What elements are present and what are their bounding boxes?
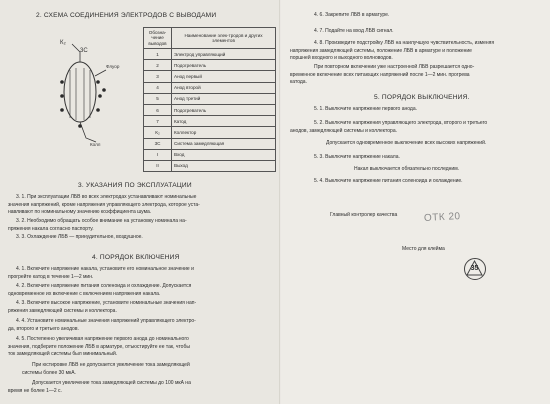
table-row <box>144 71 276 82</box>
table-row <box>144 149 276 160</box>
otk-stamp-text: ОТК 20 <box>423 211 461 224</box>
text-line: одновременное их включение с включением напряжения накала. <box>8 290 161 297</box>
page-fold <box>279 0 281 404</box>
pin-dot <box>60 80 64 84</box>
pin-dot <box>60 94 64 98</box>
row-code: 3С <box>144 138 172 149</box>
text-line: При повторном включении уже настроенной ЛБВ разрешается одно- <box>314 64 475 70</box>
table-row <box>144 82 276 93</box>
text-line: катода. <box>290 79 307 86</box>
para-5-3-note <box>290 166 459 174</box>
text-line: 4. 5. Постепенно увеличивая напряжение первого анода до номинального <box>16 336 189 342</box>
section2-title: 2. СХЕМА СОЕДИНЕНИЯ ЭЛЕКТРОДОВ С ВЫВОДАМИ <box>36 12 217 19</box>
para-4-2 <box>8 283 191 298</box>
electrode-table <box>143 27 276 172</box>
text-line: 4. 3. Включите высокое напряжение, установите номинальные значения нап- <box>16 300 197 306</box>
table-row <box>144 49 276 60</box>
row-name: Выход <box>172 160 276 171</box>
para-4-9 <box>290 64 474 87</box>
pin-dot <box>96 80 100 84</box>
table-row <box>144 160 276 171</box>
text-line: Главный контролер качества <box>330 212 398 218</box>
row-code: 3 <box>144 71 172 82</box>
row-code: 2 <box>144 60 172 71</box>
row-code: II <box>144 160 172 171</box>
text-line: значения, подберите положение ЛБВ в арматуре, отъюстируйте ее так, чтобы <box>8 343 190 350</box>
table-row <box>144 104 276 115</box>
row-name: Подогреватель <box>172 60 276 71</box>
label-kol: Колл <box>90 142 101 147</box>
para-4-8 <box>290 40 494 63</box>
row-code: К₂ <box>144 127 172 138</box>
para-5-4 <box>290 178 463 186</box>
text-line: пряжения накала согласно паспорту. <box>8 225 94 232</box>
pin-dot <box>60 108 64 112</box>
text-line: Накал выключается обязательно последним. <box>354 166 460 172</box>
tube-side-lead <box>95 70 106 76</box>
para-3-2 <box>8 218 187 233</box>
para-5-2 <box>290 120 487 135</box>
text-line: 4. 1. Включите напряжение накала, установите его номинальное значение и <box>16 266 194 272</box>
text-line: 5. 3. Выключите напряжение накала. <box>314 154 400 160</box>
text-line: ряжения замедляющей системы и коллектора. <box>8 307 117 314</box>
col-header-designation: Обозна-чение выводов <box>144 28 172 49</box>
tube-top-lead <box>72 44 80 62</box>
section4-title: 4. ПОРЯДОК ВКЛЮЧЕНИЯ <box>92 254 180 261</box>
label-3s: 3С <box>80 48 88 54</box>
para-4-5 <box>8 336 190 359</box>
text-line: время не более 1—2 с. <box>8 387 62 394</box>
text-line: да, второго и третьего анодов. <box>8 325 79 332</box>
text-line: 4. 2. Включите напряжение питания соленоида и охлаждение. Допускается <box>16 283 192 289</box>
text-line: 4. 7. Подайте на вход ЛБВ сигнал. <box>314 28 394 34</box>
para-5-1 <box>290 106 417 114</box>
text-line: Место для клейма <box>402 246 445 252</box>
para-4-3 <box>8 300 196 315</box>
row-name: Катод <box>172 116 276 127</box>
text-line: системы более 30 мкА. <box>22 369 76 376</box>
text-line: поршней входного и выходного волноводов. <box>290 55 393 62</box>
inspection-stamp <box>464 258 486 280</box>
table-row <box>144 138 276 149</box>
row-name: Анод третий <box>172 93 276 104</box>
row-code: 6 <box>144 104 172 115</box>
row-code: 7 <box>144 116 172 127</box>
pin-dot <box>96 108 100 112</box>
row-code: 5 <box>144 93 172 104</box>
text-line: 4. 4. Установите номинальные значения напряжений управляющего электро- <box>16 318 196 324</box>
pin-dot <box>102 88 106 92</box>
tube-pinout-diagram <box>40 30 140 150</box>
text-line: 3. 1. При эксплуатации ЛБВ во всех электродах устанавливают номинальные <box>16 194 197 200</box>
quality-controller <box>330 212 397 220</box>
row-code: 4 <box>144 82 172 93</box>
para-5-2-note <box>290 140 486 148</box>
text-line: напряжения замедляющей системы, положение ЛБВ в арматуре и положение <box>290 47 472 54</box>
table-row <box>144 116 276 127</box>
tube-bulb <box>64 62 96 122</box>
para-3-1 <box>8 194 200 217</box>
section3-title: 3. УКАЗАНИЯ ПО ЭКСПЛУАТАЦИИ <box>78 182 192 189</box>
text-line: 4. 6. Закрепите ЛБВ в арматуре. <box>314 12 390 18</box>
text-line: 5. 1. Выключите напряжение первого анода. <box>314 106 418 112</box>
para-5-3 <box>290 154 400 162</box>
text-line: временное включение всех питающих напряжений после 1—2 мин. прогрева <box>290 71 470 78</box>
para-4-6 <box>290 12 389 20</box>
para-4-4 <box>8 318 196 333</box>
text-line: 5. 4. Выключите напряжение питания соленоида и охлаждение. <box>314 178 463 184</box>
text-line: навливают по номинальному значению коэффициента шума. <box>8 209 152 216</box>
pin-dot <box>98 94 102 98</box>
text-line: ток замедляющей системы был минимальный. <box>8 351 118 358</box>
para-3-3 <box>8 234 143 242</box>
text-line: 3. 2. Необходимо обращать особое внимание на установку номинала на- <box>16 218 187 224</box>
pin-dot <box>78 124 82 128</box>
text-line: значения напряжений, кроме напряжения управляющего электрода, которое уста- <box>8 201 200 208</box>
table-row <box>144 93 276 104</box>
text-line: 3. 3. Охлаждение ЛБВ — принудительное, воздушное. <box>16 234 143 240</box>
text-line: 5. 2. Выключите напряжения управляющего электрода, второго и третьего <box>314 120 488 126</box>
tube-output-lead <box>80 122 96 142</box>
row-code: I <box>144 149 172 160</box>
text-line: анодов, замедляющей системы и коллектора. <box>290 127 397 134</box>
row-name: Коллектор <box>172 127 276 138</box>
label-fluor: Флуор <box>106 64 120 69</box>
text-line: 4. 8. Произведите подстройку ЛБВ на наилучшую чувствительность, изменяя <box>314 40 495 46</box>
row-name: Электрод управляющий <box>172 49 276 60</box>
label-k2: К₂ <box>60 40 66 46</box>
section5-title: 5. ПОРЯДОК ВЫКЛЮЧЕНИЯ. <box>374 94 470 101</box>
para-4-7 <box>290 28 394 36</box>
text-line: При юстировке ЛБВ не допускается увеличение тока замедляющей <box>32 362 190 368</box>
row-name: Анод второй <box>172 82 276 93</box>
row-name: Анод первый <box>172 71 276 82</box>
para-4-1 <box>8 266 194 281</box>
para-4-5-note <box>8 362 190 377</box>
text-line: Допускается увеличение тока замедляющей системы до 100 мкА на <box>32 380 191 386</box>
col-header-name: Наименование элек-тродов и других элементов <box>172 28 276 49</box>
row-name: Вход <box>172 149 276 160</box>
stamp-number: 35 <box>470 265 479 272</box>
para-4-5-note2 <box>8 380 191 395</box>
row-name: Система замедляющая <box>172 138 276 149</box>
table-row <box>144 127 276 138</box>
text-line: Допускается одновременное выключение всех высоких напряжений. <box>326 140 487 146</box>
row-code: 1 <box>144 49 172 60</box>
table-row <box>144 60 276 71</box>
stamp-place-label <box>402 246 445 254</box>
row-name: Подогреватель <box>172 104 276 115</box>
text-line: прогрейте катод в течение 1—2 мин. <box>8 273 94 280</box>
